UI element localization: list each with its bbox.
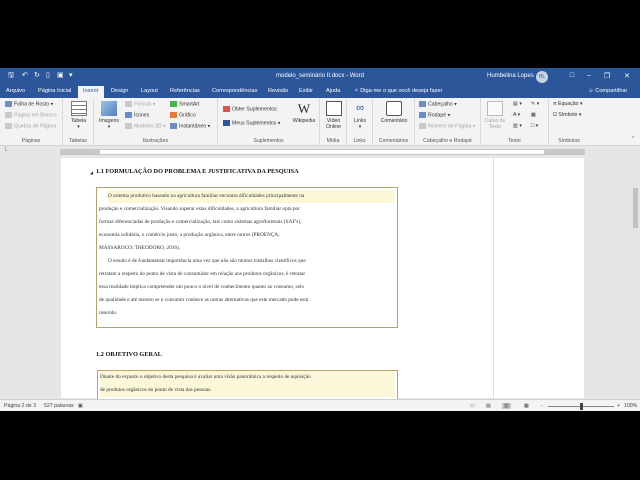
ruler-left-margin	[60, 149, 100, 155]
paragraph-line: produção e comercialização. Visando superar estas dificuldades, a agricultura familiar opta por	[99, 206, 300, 212]
instantaneo-button[interactable]: Instantâneo ▾	[170, 123, 210, 130]
web-layout-icon[interactable]: ▦	[524, 403, 529, 409]
video-online-button[interactable]: Vídeo Online	[326, 118, 341, 130]
meus-suplementos-button[interactable]: Meus Suplementos ▾	[223, 120, 280, 127]
new-document-icon[interactable]: ▯	[46, 72, 50, 79]
tabela-button[interactable]: Tabela ▾	[70, 118, 87, 130]
paragraph-line: de produtos orgânicos do ponto de vista das pessoas.	[100, 384, 395, 397]
group-label-midia: Mídia	[326, 138, 340, 144]
paragraph-line: formas diferenciadas de produção e comercialização, tais como sistemas agroflorestais (SAF's),	[99, 219, 302, 225]
ruler-right-margin	[544, 149, 585, 155]
signature-line-icon[interactable]: ✎ ▾	[531, 101, 540, 107]
group-label-ilustracoes: Ilustrações	[142, 138, 169, 144]
folha-de-rosto-button[interactable]: Folha de Rosto ▾	[5, 101, 53, 108]
tab-ajuda[interactable]: Ajuda	[326, 88, 341, 94]
customize-icon[interactable]: ▾	[69, 72, 73, 79]
heading-objetivo-geral: 1.2 OBJETIVO GERAL	[96, 351, 162, 358]
title-bar	[0, 68, 640, 85]
numero-de-pagina-button[interactable]: Número de Página ▾	[419, 123, 475, 130]
pagina-em-branco-button[interactable]: Página em Branco	[5, 112, 57, 119]
paragraph-line: O estudo é de fundamental importância uma vez que não são muitos trabalhos científicos que	[108, 258, 306, 264]
page-boundary	[493, 158, 494, 398]
content-control-box[interactable]	[96, 187, 398, 328]
print-layout-icon[interactable]: ▥	[504, 403, 509, 409]
comentario-button[interactable]: Comentário	[380, 118, 408, 124]
user-name[interactable]: Humbelina Lopes	[487, 73, 534, 79]
group-suplementos	[218, 98, 320, 146]
pi-icon: π	[553, 101, 557, 107]
read-mode-icon[interactable]: ▤	[486, 403, 491, 409]
paragraph-line: inserido.	[99, 310, 118, 316]
icones-button[interactable]: Ícones	[125, 112, 149, 119]
tab-selector-icon[interactable]: └	[3, 148, 8, 154]
group-midia	[320, 98, 347, 146]
group-paginas	[0, 98, 63, 146]
save-icon[interactable]: 🖫	[8, 72, 14, 79]
paragraph-line: O sistema produtivo baseado na agricultura familiar encontra dificuldades principalmente na	[108, 190, 395, 203]
rodape-button[interactable]: Rodapé ▾	[419, 112, 450, 119]
smartart-icon	[170, 101, 177, 107]
scroll-thumb[interactable]	[633, 188, 638, 228]
smartart-button[interactable]: SmartArt	[170, 101, 199, 108]
object-icon[interactable]: □ ▾	[531, 123, 539, 129]
wikipedia-button[interactable]: Wikipedia	[292, 118, 316, 124]
page-count[interactable]: Página 2 de 3	[4, 403, 37, 409]
group-texto	[481, 98, 549, 146]
footer-icon	[419, 112, 426, 118]
page-break-icon	[5, 123, 12, 129]
person-icon: ☺	[588, 88, 594, 94]
proofing-icon[interactable]: ▣	[78, 403, 83, 409]
group-cabecalho-rodape	[415, 98, 481, 146]
paragraph-line: retratam a respeito do ponto de vista do consumidor em relação aos produtos orgânicos, é retratar	[99, 271, 306, 277]
tab-revisao[interactable]: Revisão	[268, 88, 289, 94]
store-icon	[223, 106, 230, 112]
status-bar	[0, 399, 640, 411]
paragraph-line: Diante do exposto o objetivo desta pesquisa é avaliar uma visão panorâmica a respeito de aquisição	[100, 371, 395, 384]
imagens-button[interactable]: Imagens ▾	[99, 118, 119, 130]
tab-referencias[interactable]: Referências	[170, 88, 200, 94]
group-label-comentarios: Comentários	[378, 138, 409, 144]
avatar[interactable]: HL	[536, 71, 548, 83]
ruler-track	[60, 149, 585, 155]
print-preview-icon[interactable]: ▣	[57, 72, 64, 79]
group-label-links: Links	[353, 138, 366, 144]
equacao-button[interactable]: π Equação ▾	[553, 101, 583, 107]
date-time-icon[interactable]: ▦	[531, 112, 536, 118]
horizontal-ruler[interactable]	[0, 147, 640, 157]
tab-design[interactable]: Design	[111, 88, 129, 94]
word-window	[0, 68, 640, 411]
group-label-texto: Texto	[508, 138, 521, 144]
tab-layout[interactable]: Layout	[141, 88, 158, 94]
obter-suplementos-button[interactable]: Obter Suplementos	[223, 106, 277, 113]
blank-page-icon	[5, 112, 12, 118]
undo-icon[interactable]: ↶	[22, 72, 28, 79]
tab-inserir[interactable]: Inserir	[78, 86, 104, 98]
text-box-icon	[487, 101, 503, 116]
comment-icon	[386, 101, 402, 116]
caixa-de-texto-button[interactable]: Caixa de Texto	[484, 118, 506, 130]
ribbon	[0, 98, 640, 146]
maximize-icon[interactable]: ❐	[603, 73, 611, 80]
share-button[interactable]: ☺ Compartilhar	[588, 88, 628, 94]
close-icon[interactable]: ✕	[624, 73, 630, 80]
icons-icon	[125, 112, 132, 118]
image-icon	[101, 101, 117, 116]
document-page[interactable]	[61, 158, 584, 398]
group-label-simbolos: Símbolos	[558, 138, 580, 144]
cabecalho-button[interactable]: Cabeçalho ▾	[419, 101, 457, 108]
tell-me-search[interactable]: ✧ Diga-me o que você deseja fazer	[354, 88, 443, 94]
links-button[interactable]: Links ▾	[353, 118, 367, 130]
zoom-in-button[interactable]: +	[617, 403, 621, 409]
group-simbolos	[549, 98, 640, 146]
group-label-cabecalho: Cabeçalho e Rodapé	[423, 138, 472, 144]
shapes-icon	[125, 101, 132, 107]
formas-button[interactable]: Formas ▾	[125, 101, 156, 108]
tab-exibir[interactable]: Exibir	[299, 88, 313, 94]
ribbon-display-icon[interactable]: □	[569, 72, 575, 79]
omega-icon: Ω	[553, 112, 557, 118]
modelos-3d-button[interactable]: Modelos 3D ▾	[125, 123, 166, 130]
paragraph-line: MASSAROCO; THEODORO, 2016).	[99, 245, 181, 251]
simbolo-button[interactable]: Ω Símbolo ▾	[553, 112, 582, 118]
group-label-suplementos: Suplementos	[253, 138, 284, 144]
page-number-icon	[419, 123, 426, 129]
tab-correspondencias[interactable]: Correspondências	[212, 88, 258, 94]
zoom-out-button[interactable]: -	[541, 403, 543, 409]
header-icon	[419, 101, 426, 107]
group-label-paginas: Páginas	[21, 138, 41, 144]
screenshot-icon	[170, 123, 177, 129]
chart-icon	[170, 112, 177, 118]
quick-parts-icon[interactable]: ▤ ▾	[513, 101, 522, 107]
paragraph-line: economia solidária, o comércio justo, a produção orgânica, entre outros (PROENÇA;	[99, 232, 280, 238]
word-count[interactable]: 527 palavras	[44, 403, 74, 409]
group-ilustracoes	[94, 98, 218, 146]
tab-arquivo[interactable]: Arquivo	[6, 88, 25, 94]
wordart-icon[interactable]: A ▾	[513, 112, 521, 118]
my-addins-icon	[223, 120, 230, 126]
vertical-scrollbar[interactable]	[631, 158, 640, 398]
wikipedia-icon: W	[297, 101, 311, 116]
group-comentarios	[373, 98, 415, 146]
paragraph-line: essa realidade implica compreender um pouco o nível de conhecimento quanto ao consumo, selo	[99, 284, 305, 290]
redo-icon[interactable]: ↻	[34, 72, 40, 79]
document-title: modelo_seminário II.docx - Word	[276, 73, 364, 79]
grafico-button[interactable]: Gráfico	[170, 112, 196, 119]
table-icon	[71, 101, 87, 116]
group-tabelas	[63, 98, 94, 146]
group-label-tabelas: Tabelas	[69, 138, 87, 144]
zoom-slider-thumb[interactable]	[580, 403, 583, 410]
collapse-ribbon-icon[interactable]: ⌃	[631, 136, 636, 142]
tab-pagina-inicial[interactable]: Página Inicial	[38, 88, 72, 94]
link-icon: ∞	[356, 102, 364, 114]
ribbon-tabs	[0, 85, 640, 98]
3d-models-icon	[125, 123, 132, 129]
video-icon	[326, 101, 342, 116]
focus-mode-icon[interactable]: ▭	[470, 403, 475, 409]
lightbulb-icon: ✧	[354, 88, 359, 94]
content-control-box-objetivo[interactable]	[97, 370, 398, 400]
heading-formulacao: 1.1 FORMULAÇÃO DO PROBLEMA E JUSTIFICATIVA DA PESQUISA	[96, 168, 299, 175]
zoom-level[interactable]: 100%	[624, 403, 638, 409]
drop-cap-icon[interactable]: ▥ ▾	[513, 123, 522, 129]
cover-page-icon	[5, 101, 12, 107]
group-links	[347, 98, 373, 146]
minimize-icon[interactable]: –	[587, 72, 591, 79]
paragraph-line: de qualidade e até mesmo se o consumir conhece as outras alternativas que este mercado pode está	[99, 297, 309, 303]
collapse-heading-icon[interactable]: ◢	[90, 170, 94, 175]
quebra-de-pagina-button[interactable]: Quebra de Página	[5, 123, 56, 130]
